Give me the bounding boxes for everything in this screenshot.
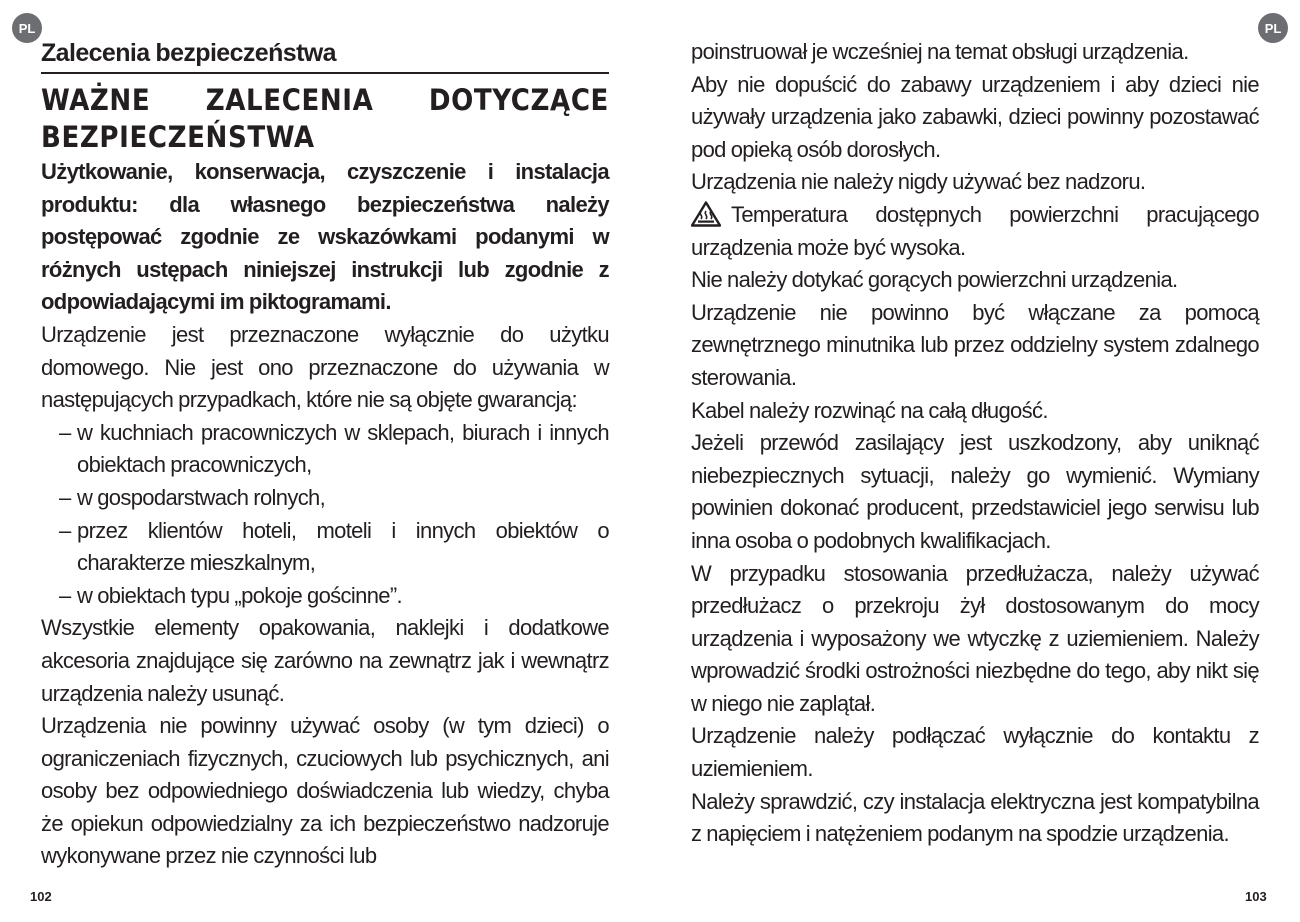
list-item: – przez klientów hoteli, moteli i innych obiektów o charakterze mieszkalnym,: [41, 515, 609, 580]
extension-cord-paragraph: W przypadku stosowania przedłużacza, należy używać przedłużacz o przekroju żył dostosowanym do mocy urządzenia i wyposażony we wtyczkę z uziemieniem. Należy wprowadzić środki ostrożności niezbędne do tego, aby nikt się w niego nie zaplątał.: [691, 560, 1259, 716]
list-item: – w kuchniach pracowniczych w sklepach, biurach i innych obiektach pracowniczych,: [41, 417, 609, 482]
page-number-right: 103: [1245, 889, 1267, 904]
hot-surface-paragraph: Nie należy dotykać gorących powierzchni urządzenia.: [691, 267, 1178, 293]
temperature-paragraph: [691, 199, 1259, 264]
voltage-check-paragraph: Należy sprawdzić, czy instalacja elektryczna jest kompatybilna z napięciem i natężeniem podanym na spodzie urządzenia.: [691, 788, 1259, 847]
language-badge-left: PL: [12, 13, 42, 43]
excluded-uses-list: [41, 417, 609, 613]
main-heading: WAŻNE ZALECENIA DOTYCZĄCE BEZPIECZEŃSTWA: [41, 83, 609, 154]
hot-surface-warning-icon: [691, 201, 721, 227]
supervision-paragraph: Urządzenia nie należy nigdy używać bez nadzoru.: [691, 169, 1146, 195]
domestic-use-paragraph: Urządzenie jest przeznaczone wyłącznie do użytku domowego. Nie jest ono przeznaczone do używania w następujących przypadkach, które nie są objęte gwarancją:: [41, 321, 609, 413]
left-page-column: [41, 36, 609, 873]
right-page-column: [691, 36, 1259, 851]
language-badge-right: PL: [1258, 13, 1288, 43]
grounding-paragraph: Urządzenie należy podłączać wyłącznie do kontaktu z uziemieniem.: [691, 723, 1259, 782]
instruction-continuation-paragraph: poinstruował je wcześniej na temat obsługi urządzenia.: [691, 39, 1189, 64]
cable-paragraph: Kabel należy rozwinąć na całą długość.: [691, 397, 1048, 423]
intro-paragraph: Użytkowanie, konserwacja, czyszczenie i instalacja produktu: dla własnego bezpieczeństwa należy postępować zgodnie ze wskazówkami podanymi w różnych ustępach niniejszej instrukcji lub zgodnie z odpowiadającymi im piktogramami.: [41, 159, 609, 315]
packaging-paragraph: Wszystkie elementy opakowania, naklejki i dodatkowe akcesoria znajdujące się zarówno na zewnątrz jak i wewnątrz urządzenia należy usunąć.: [41, 615, 609, 706]
list-item: – w gospodarstwach rolnych,: [41, 482, 609, 515]
page-number-left: 102: [30, 889, 52, 904]
restricted-persons-paragraph: Urządzenia nie powinny używać osoby (w tym dzieci) o ograniczeniach fizycznych, czuciowych lub psychicznych, ani osoby bez odpowiedniego doświadczenia lub wiedzy, chyba że opiekun odpowiedzialny za ich bezpieczeństwo nadzoruje wykonywane przez nie czynności lub: [41, 713, 609, 869]
list-item: – w obiektach typu „pokoje gościnne”.: [41, 580, 609, 613]
section-title: Zalecenia bezpieczeństwa: [41, 36, 609, 74]
temperature-text: Temperatura dostępnych powierzchni pracującego urządzenia może być wysoka.: [691, 201, 1259, 260]
damaged-cord-paragraph: Jeżeli przewód zasilający jest uszkodzony, aby uniknąć niebezpiecznych sytuacji, należy go wymienić. Wymiany powinien dokonać producent, przedstawiciel jego serwisu lub inna osoba o podobnych kwalifikacjach.: [691, 430, 1259, 553]
children-paragraph: Aby nie dopuścić do zabawy urządzeniem i aby dzieci nie używały urządzenia jako zabawki, dzieci powinny pozostawać pod opieką osób dorosłych.: [691, 71, 1259, 162]
timer-paragraph: Urządzenie nie powinno być włączane za pomocą zewnętrznego minutnika lub przez oddzielny system zdalnego sterowania.: [691, 299, 1259, 390]
